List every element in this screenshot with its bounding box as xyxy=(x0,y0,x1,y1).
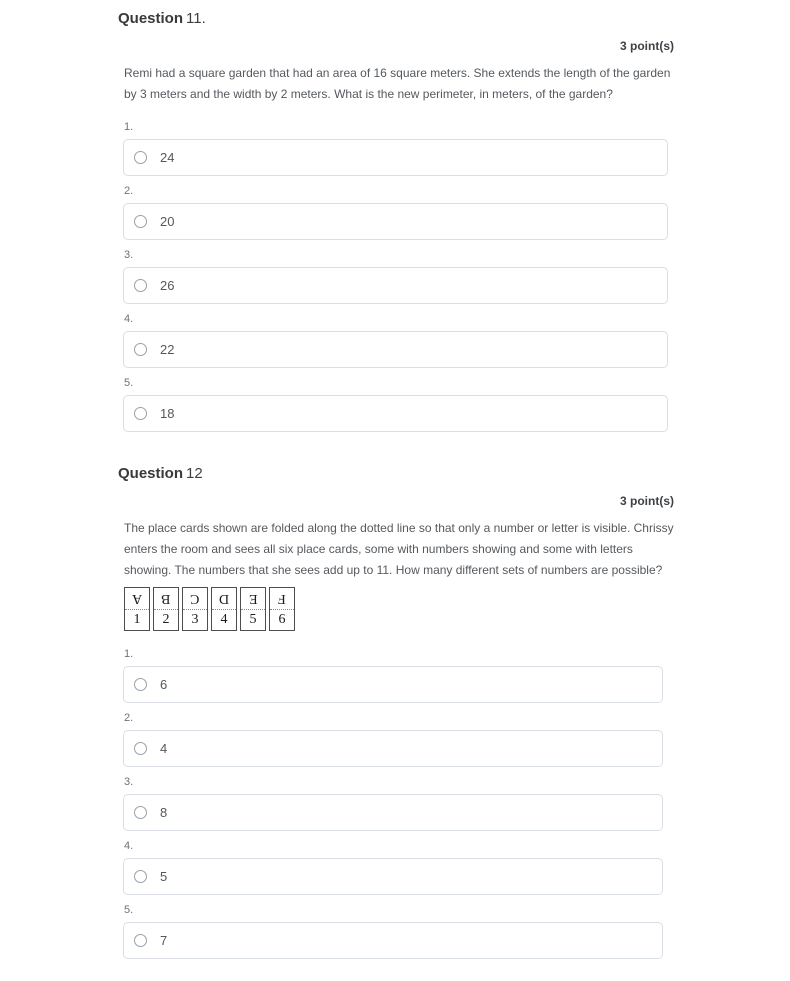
card-letter: D xyxy=(212,588,236,610)
answer-option xyxy=(124,903,674,959)
place-card xyxy=(124,587,150,631)
option-number-label: 1. xyxy=(124,648,134,660)
option-value-label: 26 xyxy=(160,278,175,293)
radio-button[interactable] xyxy=(134,215,147,228)
card-letter: C xyxy=(183,588,207,610)
option-value-label: 22 xyxy=(160,342,175,357)
option-value-label: 7 xyxy=(160,933,168,948)
answer-option-box[interactable] xyxy=(123,267,668,304)
place-card xyxy=(182,587,208,631)
question-title-prefix: Question xyxy=(118,465,184,482)
option-number-label: 4. xyxy=(124,313,134,325)
card-number: 1 xyxy=(133,611,141,627)
radio-button[interactable] xyxy=(134,343,147,356)
radio-button[interactable] xyxy=(134,407,147,420)
card-number: 4 xyxy=(220,611,228,627)
answer-option xyxy=(124,647,674,703)
answer-option-box[interactable] xyxy=(123,203,668,240)
card-number: 5 xyxy=(249,611,257,627)
option-number-label: 5. xyxy=(124,377,134,389)
answer-option xyxy=(124,248,674,304)
option-value-label: 8 xyxy=(160,805,168,820)
radio-button[interactable] xyxy=(134,870,147,883)
answer-option xyxy=(124,184,674,240)
card-number: 2 xyxy=(162,611,170,627)
radio-button[interactable] xyxy=(134,151,147,164)
answer-option-box[interactable] xyxy=(123,730,663,767)
option-number-label: 2. xyxy=(124,712,134,724)
place-card xyxy=(240,587,266,631)
option-value-label: 18 xyxy=(160,406,175,421)
place-cards-figure xyxy=(124,587,674,631)
points-label: 3 point(s) xyxy=(620,494,674,508)
question-title-prefix: Question xyxy=(118,10,184,27)
answer-option xyxy=(124,775,674,831)
place-card xyxy=(153,587,179,631)
card-letter: A xyxy=(125,588,149,610)
card-letter: F xyxy=(270,588,294,610)
radio-button[interactable] xyxy=(134,279,147,292)
answer-option-box[interactable] xyxy=(123,922,663,959)
option-number-label: 1. xyxy=(124,121,134,133)
answer-option xyxy=(124,711,674,767)
answer-option-box[interactable] xyxy=(123,858,663,895)
answer-options xyxy=(124,120,674,432)
option-number-label: 3. xyxy=(124,249,134,261)
option-value-label: 4 xyxy=(160,741,168,756)
answer-option xyxy=(124,376,674,432)
option-value-label: 5 xyxy=(160,869,168,884)
radio-button[interactable] xyxy=(134,742,147,755)
radio-button[interactable] xyxy=(134,934,147,947)
question-text: The place cards shown are folded along the dotted line so that only a number or letter is visible. Chrissy enters the room and sees all six place cards, some with numbers showing and some with letters showing. The numbers that she sees add up to 11. How many different sets of numbers are possible? xyxy=(124,521,674,577)
question-11 xyxy=(118,9,674,432)
question-text: Remi had a square garden that had an area of 16 square meters. She extends the length of the garden by 3 meters and the width by 2 meters. What is the new perimeter, in meters, of the garden? xyxy=(124,66,671,101)
answer-option xyxy=(124,120,674,176)
card-letter: B xyxy=(154,588,178,610)
question-title xyxy=(118,9,674,28)
answer-option-box[interactable] xyxy=(123,794,663,831)
answer-option xyxy=(124,312,674,368)
option-number-label: 5. xyxy=(124,904,134,916)
question-title-number: 12 xyxy=(186,465,203,482)
card-letter: E xyxy=(241,588,265,610)
answer-option-box[interactable] xyxy=(123,666,663,703)
answer-option xyxy=(124,839,674,895)
question-title xyxy=(118,464,674,483)
option-value-label: 6 xyxy=(160,677,168,692)
place-card xyxy=(269,587,295,631)
option-number-label: 3. xyxy=(124,776,134,788)
answer-option-box[interactable] xyxy=(123,139,668,176)
option-number-label: 4. xyxy=(124,840,134,852)
answer-option-box[interactable] xyxy=(123,395,668,432)
radio-button[interactable] xyxy=(134,806,147,819)
radio-button[interactable] xyxy=(134,678,147,691)
question-12 xyxy=(118,464,674,959)
answer-option-box[interactable] xyxy=(123,331,668,368)
question-title-number: 11. xyxy=(186,10,206,27)
option-number-label: 2. xyxy=(124,185,134,197)
card-number: 3 xyxy=(191,611,199,627)
card-number: 6 xyxy=(278,611,286,627)
points-label: 3 point(s) xyxy=(620,39,674,53)
option-value-label: 24 xyxy=(160,150,175,165)
answer-options xyxy=(124,647,674,959)
option-value-label: 20 xyxy=(160,214,175,229)
place-card xyxy=(211,587,237,631)
